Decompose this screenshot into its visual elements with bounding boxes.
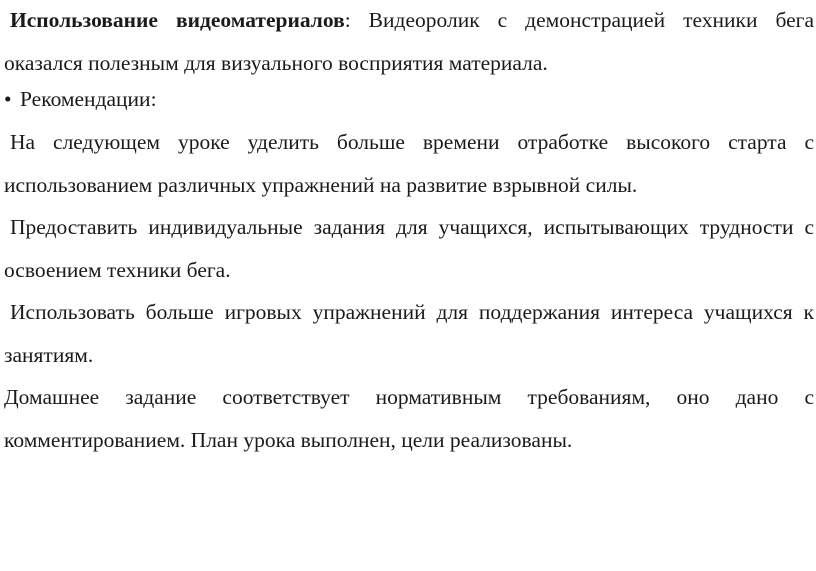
- paragraph-recommendation-3: Использовать больше игровых упражнений для поддержания интереса учащихся к занятиям.: [4, 300, 814, 367]
- paragraph-video-text: Видеоролик с демонстрацией техники бега оказался полезным для визуального восприятия материала.: [4, 8, 815, 75]
- paragraph-recommendation-1: На следующем уроке уделить больше времени отработке высокого старта с использованием различных упражнений на развитие взрывной силы.: [4, 130, 814, 197]
- bold-lead-video-materials: Использование видеоматериалов: [10, 8, 345, 32]
- paragraph-homework: Домашнее задание соответствует нормативным требованиям, оно дано с комментированием. План урока выполнен, цели реализованы.: [4, 385, 814, 452]
- recommendations-heading: [4, 78, 814, 121]
- paragraph-video-materials: [4, 0, 814, 85]
- paragraph-recommendation-2: Предоставить индивидуальные задания для учащихся, испытывающих трудности с освоением техники бега.: [4, 215, 814, 282]
- colon: :: [344, 8, 351, 32]
- recommendations-label: Рекомендации:: [20, 87, 157, 111]
- bullet-marker: •: [4, 87, 12, 111]
